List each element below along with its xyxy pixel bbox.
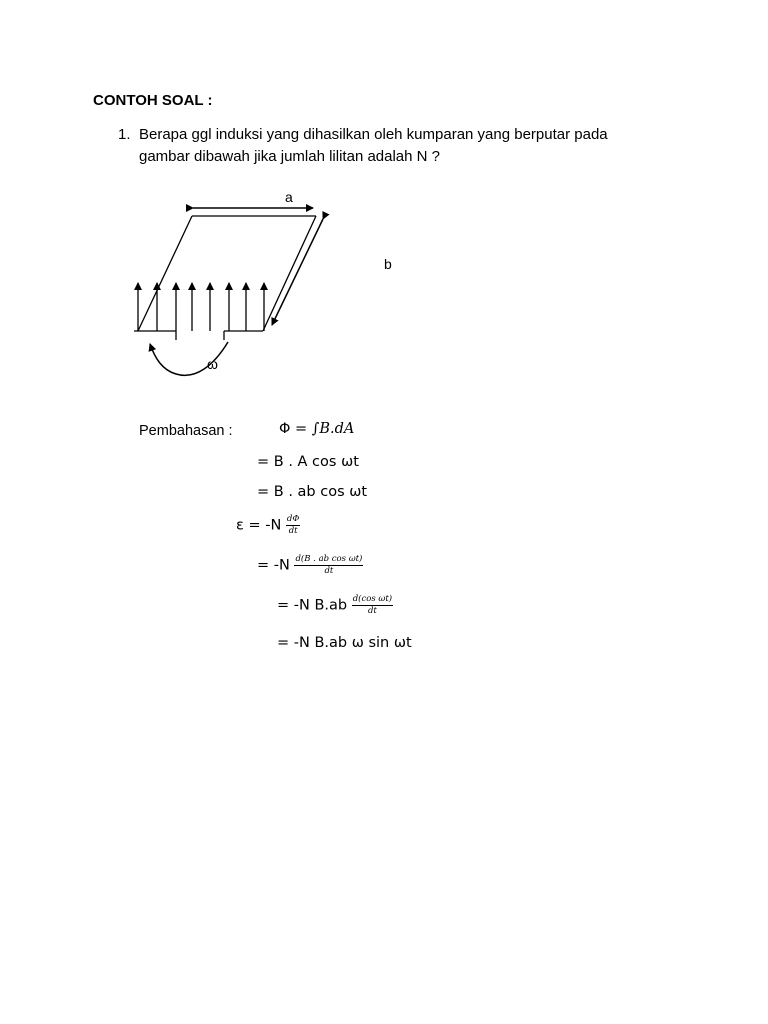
emf-numerator: dΦ — [286, 514, 300, 524]
emf-fraction — [286, 514, 300, 537]
solution-label: Pembahasan : — [139, 423, 233, 439]
emf-step-1 — [257, 554, 363, 577]
coil-diagram — [0, 0, 768, 420]
heading: CONTOH SOAL : — [93, 92, 213, 109]
flux-lhs: Φ = — [279, 421, 312, 437]
length-arrow — [272, 219, 323, 325]
emf-equation — [236, 514, 300, 537]
label-omega: ω — [207, 356, 218, 372]
label-b: b — [384, 256, 392, 272]
magnetic-field-arrows — [138, 283, 264, 331]
flux-equation — [279, 421, 354, 437]
coil-frame — [134, 216, 316, 340]
emf-lhs: ε = -N — [236, 517, 286, 534]
emf-result: = -N B.ab ω sin ωt — [277, 635, 412, 651]
emf-step-1-lhs: = -N — [257, 557, 295, 574]
emf-step-1-denominator: dt — [324, 566, 334, 576]
emf-step-2-fraction — [352, 594, 393, 617]
flux-step-2: = B . ab cos ωt — [257, 484, 368, 500]
question-number: 1. — [118, 126, 131, 143]
emf-step-2-numerator: d(cos ωt) — [352, 594, 393, 604]
flux-step-1: = B . A cos ωt — [257, 454, 359, 470]
flux-integral: ∫B.dA — [311, 421, 355, 437]
emf-step-1-numerator: d(B . ab cos ωt) — [295, 554, 363, 564]
emf-step-2 — [277, 594, 393, 617]
label-a: a — [285, 189, 293, 205]
emf-denominator: dt — [288, 526, 298, 536]
emf-step-1-fraction — [294, 554, 363, 577]
emf-step-2-denominator: dt — [367, 606, 377, 616]
question-line-2: gambar dibawah jika jumlah lilitan adalah N ? — [139, 148, 441, 165]
question-line-1: Berapa ggl induksi yang dihasilkan oleh kumparan yang berputar pada — [139, 126, 608, 143]
emf-step-2-lhs: = -N B.ab — [277, 597, 352, 614]
